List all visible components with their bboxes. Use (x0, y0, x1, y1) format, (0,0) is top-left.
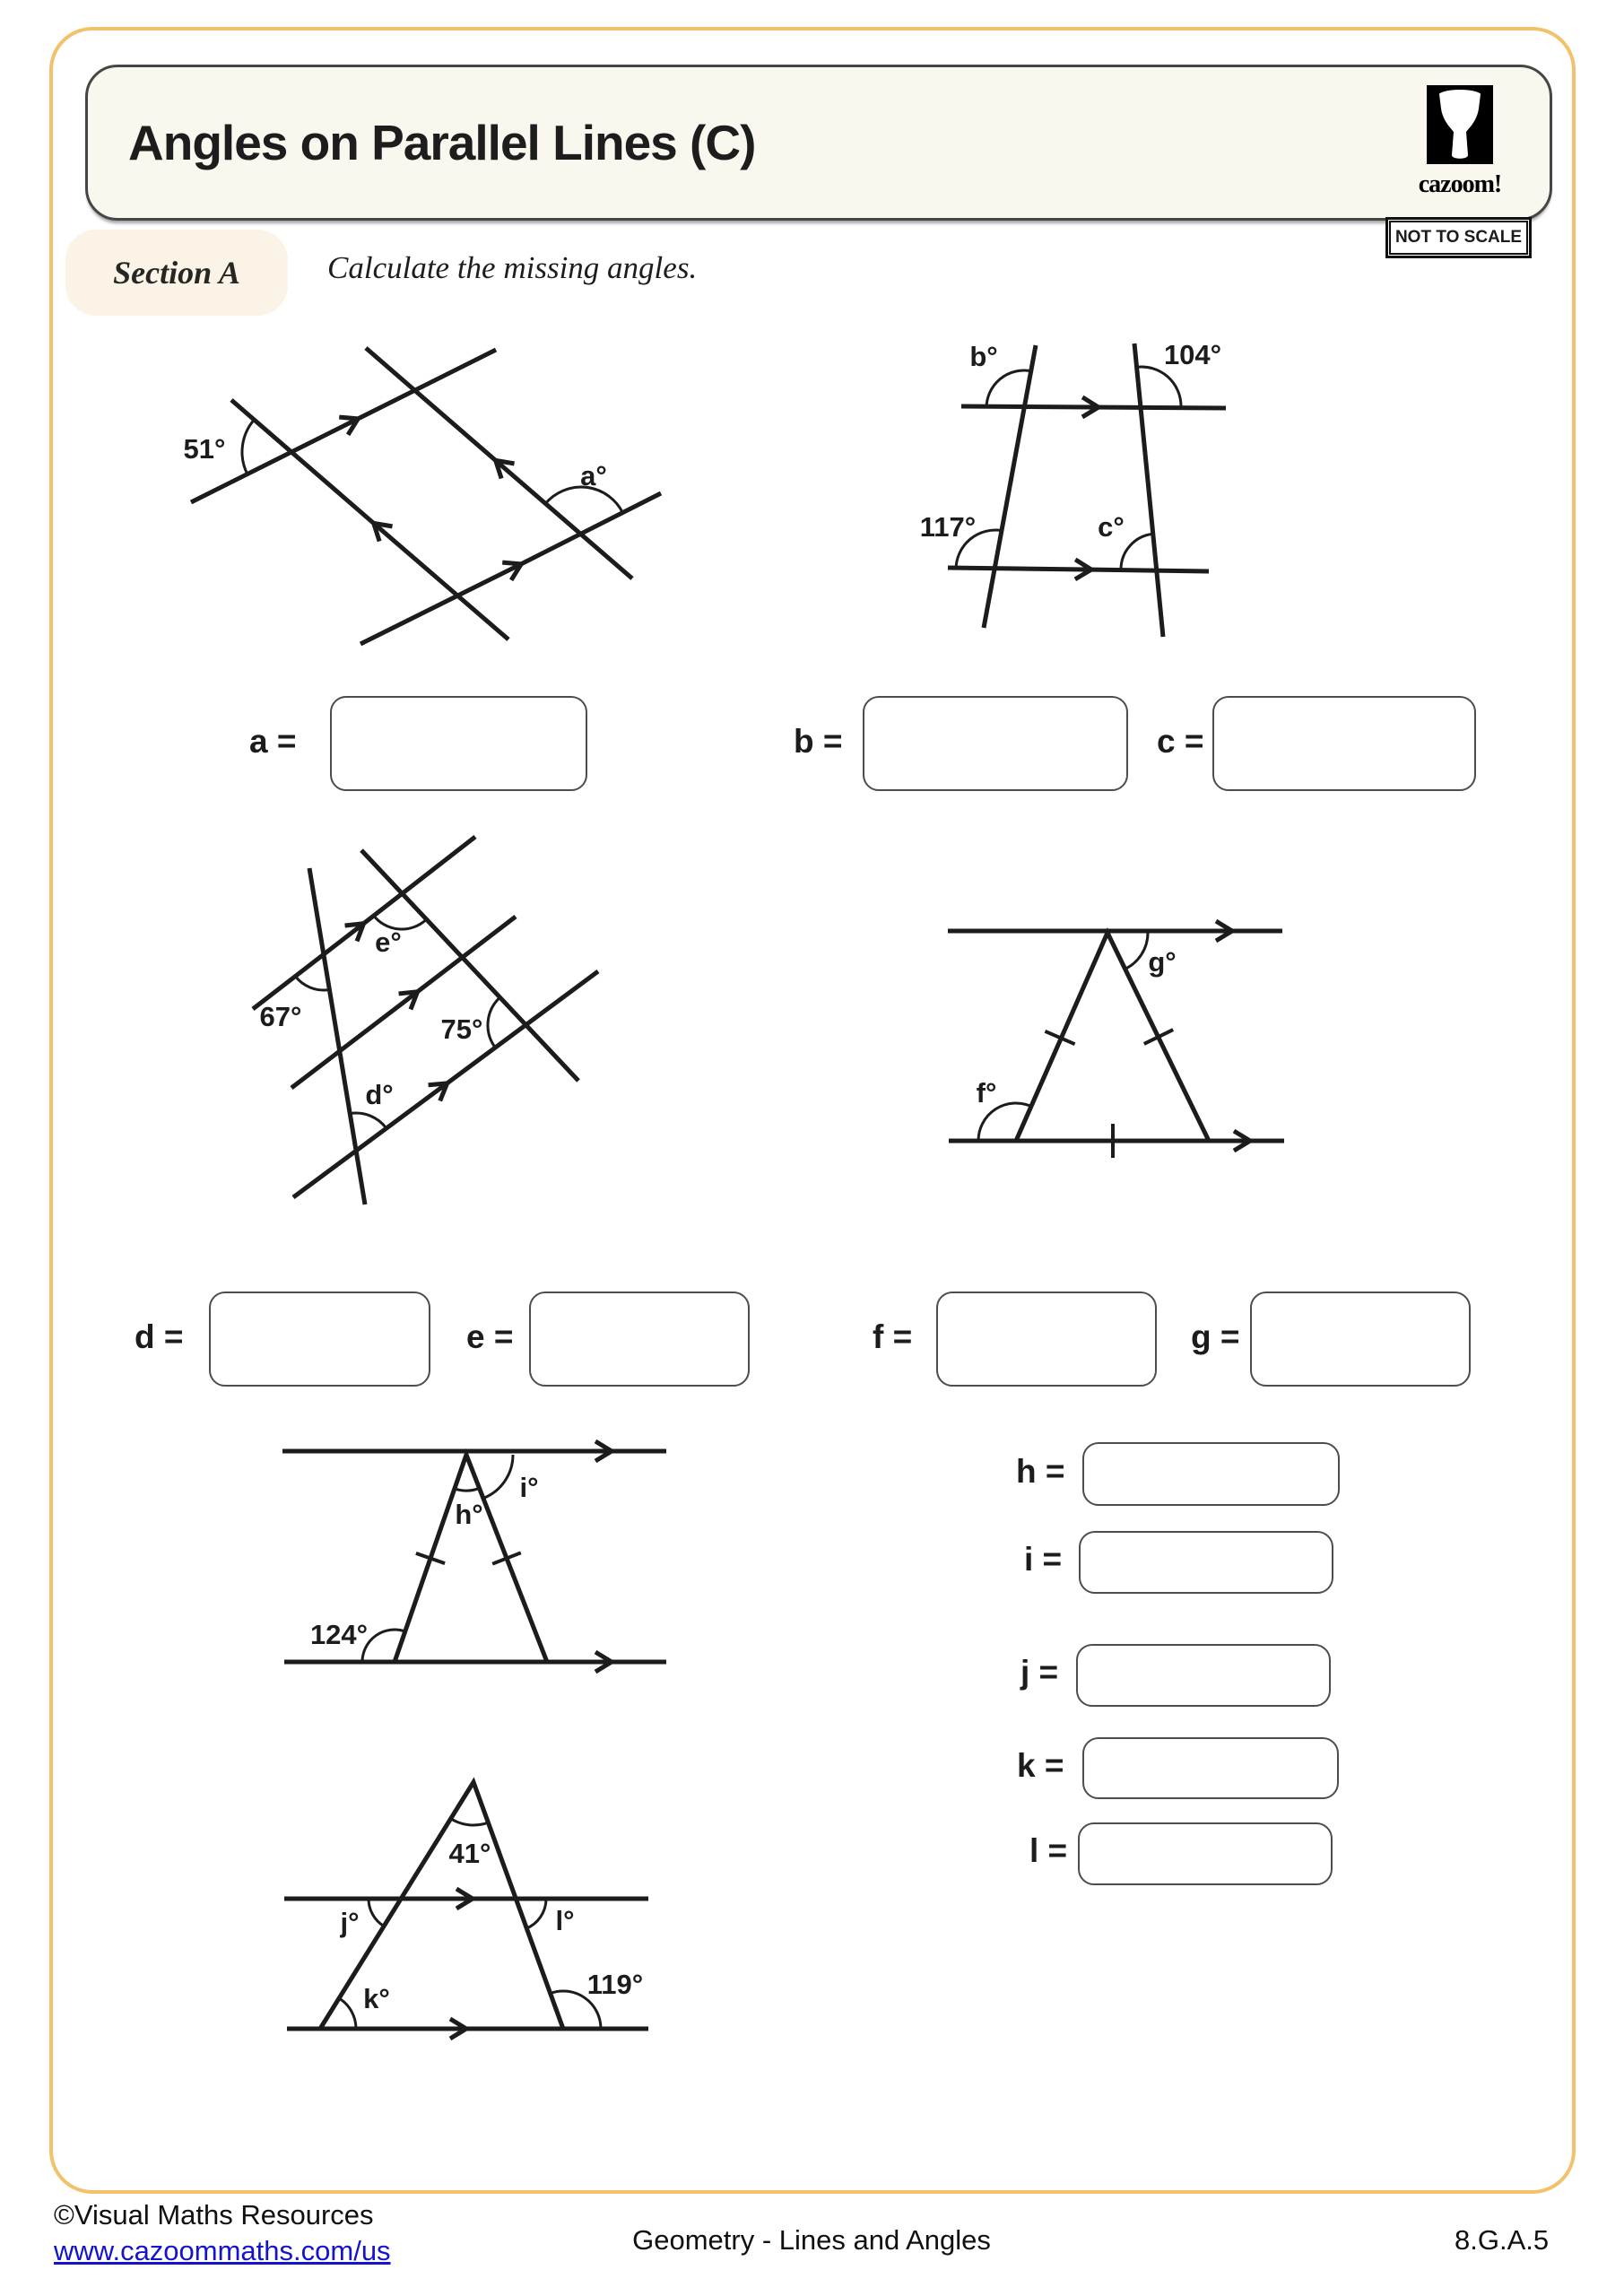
answer-label-h: h = (1016, 1453, 1065, 1490)
angle-arc-l (525, 1899, 546, 1929)
instruction-text: Calculate the missing angles. (327, 250, 698, 285)
angle-label-119: 119° (586, 1969, 644, 2000)
parallel-line (253, 837, 475, 1009)
angle-label-g: g° (1148, 946, 1177, 978)
answer-box-d[interactable] (209, 1292, 430, 1387)
answer-box-c[interactable] (1212, 696, 1476, 791)
diagram-angle-bc (897, 314, 1480, 691)
answer-box-j[interactable] (1076, 1644, 1331, 1707)
answer-label-e: e = (466, 1318, 514, 1355)
answer-label-i: i = (1024, 1541, 1063, 1578)
page-title: Angles on Parallel Lines (C) (128, 115, 756, 170)
footer-topic: Geometry - Lines and Angles (632, 2224, 991, 2256)
angle-label-j: j° (340, 1907, 360, 1938)
answer-label-c: c = (1157, 723, 1204, 760)
footer-copyright: ©Visual Maths Resources (54, 2199, 374, 2231)
parallel-line (293, 971, 598, 1197)
angle-label-c: c° (1098, 511, 1125, 543)
angle-arc-41 (451, 1819, 489, 1825)
footer-website-link[interactable]: www.cazoommaths.com/us (54, 2235, 391, 2266)
title-bar (85, 65, 1552, 221)
section-label: Section A (113, 255, 240, 291)
angle-label-67: 67° (259, 1001, 302, 1032)
angle-arc-k (339, 1998, 356, 2029)
parallel-line (291, 917, 516, 1088)
angle-label-b: b° (969, 341, 998, 372)
angle-arc-i (483, 1455, 513, 1499)
angle-label-41: 41° (448, 1838, 491, 1869)
answer-label-l: l = (1029, 1832, 1068, 1869)
not-to-scale-text: NOT TO SCALE (1389, 221, 1528, 255)
answer-box-i[interactable] (1079, 1531, 1333, 1594)
diagram-angle-hi (251, 1417, 699, 1713)
answer-box-b[interactable] (863, 696, 1128, 791)
angle-arc-104 (1137, 367, 1181, 406)
parallel-line (948, 568, 1209, 571)
diagram-angle-fg (915, 879, 1453, 1193)
parallel-line (191, 350, 496, 502)
angle-label-i: i° (519, 1472, 539, 1503)
answer-box-k[interactable] (1082, 1737, 1339, 1799)
answer-box-e[interactable] (529, 1292, 750, 1387)
diagram-angle-de (206, 825, 708, 1256)
answer-label-b: b = (794, 723, 843, 760)
angle-label-51: 51° (183, 433, 226, 465)
angle-label-117: 117° (919, 511, 977, 543)
angle-arc-75 (488, 997, 499, 1048)
parallel-line (961, 406, 1226, 408)
angle-label-e: e° (375, 926, 402, 958)
transversal-line (361, 850, 578, 1081)
angle-arc-c (1121, 534, 1153, 570)
answer-box-a[interactable] (330, 696, 587, 791)
diagram-angle-a (152, 332, 708, 709)
answer-label-a: a = (249, 723, 297, 760)
cazoom-drum-icon (1427, 85, 1493, 164)
angle-arc-h (455, 1488, 480, 1491)
answer-box-h[interactable] (1082, 1442, 1340, 1506)
angle-label-k: k° (363, 1983, 390, 2014)
angle-arc-g (1125, 933, 1148, 969)
angle-label-124: 124° (309, 1619, 369, 1650)
answer-label-d: d = (135, 1318, 184, 1355)
angle-label-f: f° (976, 1077, 997, 1109)
answer-label-j: j = (1020, 1654, 1059, 1691)
cazoom-logo (1406, 85, 1514, 199)
angle-label-d: d° (365, 1079, 394, 1110)
angle-label-h: h° (455, 1499, 483, 1530)
diagram-angle-jkl (251, 1776, 744, 2117)
section-pill (65, 230, 288, 316)
angle-label-75: 75° (440, 1013, 483, 1045)
angle-arc-51 (242, 420, 254, 474)
parallel-line (360, 493, 661, 644)
cazoom-logo-text: cazoom! (1418, 170, 1502, 198)
answer-box-g[interactable] (1250, 1292, 1471, 1387)
triangle-sides (1016, 933, 1209, 1141)
answer-label-k: k = (1017, 1747, 1064, 1784)
angle-arc-j (369, 1899, 384, 1926)
answer-label-g: g = (1191, 1318, 1240, 1355)
triangle-sides (320, 1782, 563, 2029)
answer-box-f[interactable] (936, 1292, 1157, 1387)
angle-label-l: l° (555, 1905, 575, 1936)
footer-standard: 8.G.A.5 (1455, 2224, 1550, 2256)
angle-label-a: a° (580, 460, 607, 491)
angle-arc-d (350, 1113, 386, 1128)
angle-arc-67 (295, 976, 329, 990)
transversal-line (1134, 344, 1163, 637)
angle-label-104: 104° (1163, 339, 1222, 370)
answer-label-f: f = (873, 1318, 913, 1355)
answer-box-l[interactable] (1078, 1822, 1333, 1885)
not-to-scale-badge (1385, 217, 1532, 258)
